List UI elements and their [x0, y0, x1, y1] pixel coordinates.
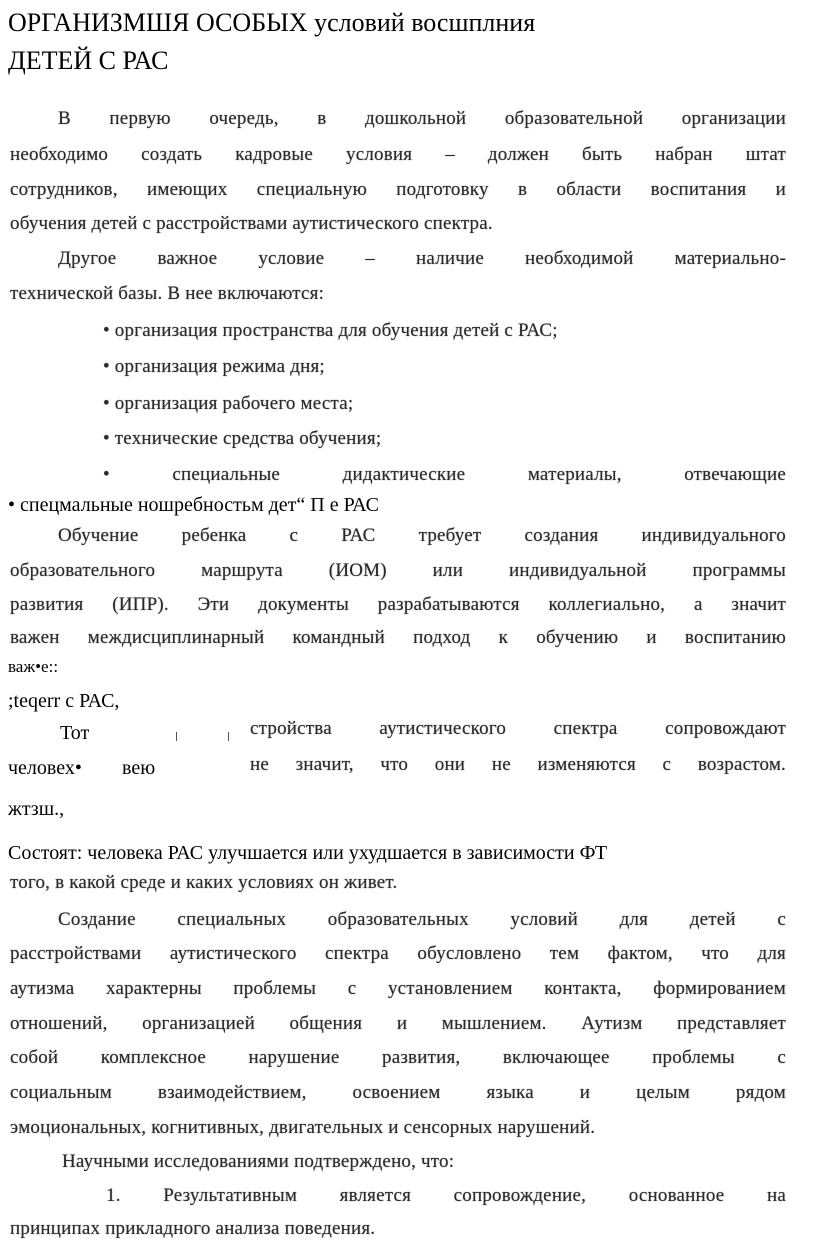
- para6-line-2: расстройствами аутистического спектра обусловлено тем фактом, что для: [10, 943, 786, 964]
- bullet-item: • организация режима дня;: [103, 356, 325, 377]
- para3-line-3: развития (ИПР). Эти документы разрабатываются коллегиально, а значит: [10, 594, 786, 615]
- para1-line-4: обучения детей с расстройствами аутистического спектра.: [10, 213, 493, 234]
- para1-line-2: необходимо создать кадровые условия – должен быть набран штат: [10, 144, 786, 165]
- para7-line: Научными исследованиями подтверждено, что:: [62, 1151, 455, 1172]
- bullet-item: • организация пространства для обучения детей с РАС;: [103, 320, 558, 341]
- para4-line-2: не значит, что они не изменяются с возрастом.: [250, 754, 786, 775]
- para2-line-1: Другое важное условие – наличие необходимой материально-: [58, 248, 786, 269]
- para3-line-4: важен междисциплинарный командный подход к обучению и воспитанию: [10, 627, 786, 648]
- para6-line-7: эмоциональных, когнитивных, двигательных и сенсорных нарушений.: [10, 1117, 596, 1138]
- ocr-tot: Тот: [60, 722, 90, 744]
- para3-line-2: образовательного маршрута (ИОМ) или индивидуальной программы: [10, 560, 786, 581]
- para6-line-4: отношений, организацией общения и мышлением. Аутизм представляет: [10, 1013, 786, 1034]
- para1-line-3: сотрудников, имеющих специальную подготовку в области воспитания и: [10, 179, 786, 200]
- scan-mark: [176, 732, 177, 741]
- bullet-item: • организация рабочего места;: [103, 393, 354, 414]
- para6-line-6: социальным взаимодействием, освоением языка и целым рядом: [10, 1082, 786, 1103]
- page-title: [8, 4, 535, 80]
- ocr-veyu: вею: [122, 757, 156, 779]
- ocr-bullet-tail: • спецмальные ношребностьм дет“ П е РАС: [8, 494, 379, 516]
- para6-line-1: Создание специальных образовательных условий для детей с: [58, 909, 786, 930]
- para3-line-1: Обучение ребенка с РАС требует создания индивидуального: [58, 525, 786, 546]
- para4-line-1: стройства аутистического спектра сопровождают: [250, 718, 786, 739]
- para8-line-2: принципах прикладного анализа поведения.: [10, 1218, 376, 1239]
- title-line-1: ОРГАНИЗМШЯ ОСОБЫХ условий восшплния: [8, 8, 536, 37]
- para6-line-3: аутизма характерны проблемы с установлением контакта, формированием: [10, 978, 786, 999]
- title-line-2: ДЕТЕЙ С РАС: [8, 46, 169, 75]
- para5-line: того, в какой среде и каких условиях он живет.: [10, 872, 398, 893]
- scan-mark: [228, 732, 229, 741]
- bullet-item: • специальные дидактические материалы, отвечающие: [103, 464, 786, 485]
- ocr-teqerr: ;teqerr с РАС,: [8, 690, 120, 712]
- ocr-vazh: важ•е::: [8, 657, 59, 676]
- para6-line-5: собой комплексное нарушение развития, включающее проблемы с: [10, 1047, 786, 1068]
- para2-line-2: технической базы. В нее включаются:: [10, 283, 325, 304]
- ocr-chelovek: человех•: [8, 757, 82, 779]
- para1-line-1: В первую очередь, в дошкольной образовательной организации: [58, 108, 786, 129]
- ocr-zhtzsh: жтзш.,: [8, 798, 65, 820]
- ocr-sostoyat: Состоят: человека РАС улучшается или ухудшается в зависимости ФТ: [8, 842, 608, 864]
- para8-line-1: 1. Результативным является сопровождение, основанное на: [106, 1185, 786, 1206]
- bullet-item: • технические средства обучения;: [103, 428, 382, 449]
